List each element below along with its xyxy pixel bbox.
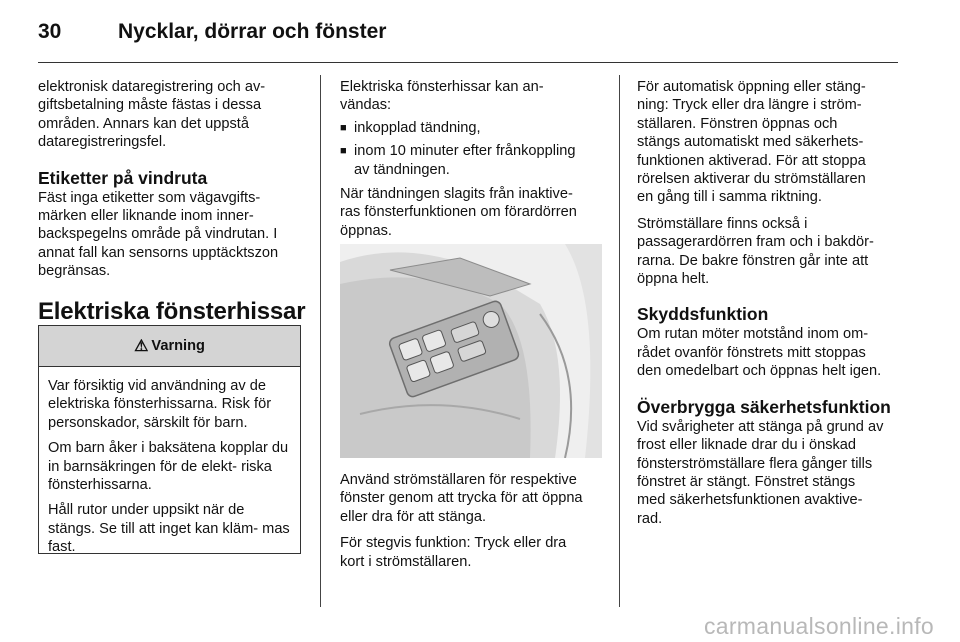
page-number: 30 <box>38 20 62 43</box>
text-line: rådet ovanför fönstrets mitt stoppas <box>637 344 866 361</box>
text-line: elektronisk dataregistrering och av- <box>38 79 266 95</box>
header-rule <box>38 62 898 63</box>
text-line: den omedelbart och öppnas helt igen. <box>637 363 882 380</box>
warning-para <box>48 439 292 494</box>
text-line: områden. Annars kan det uppstå <box>38 115 249 132</box>
col3-para2 <box>637 215 907 289</box>
text-line: För automatisk öppning eller stäng- <box>637 79 866 95</box>
text-line: öppna helt. <box>637 271 710 288</box>
column-3 <box>637 78 907 536</box>
watermark: carmanualsonline.info <box>703 613 934 639</box>
text-line: fönster genom att trycka för att öppna <box>340 490 583 507</box>
warning-para <box>48 501 292 556</box>
col3-para1 <box>637 78 907 207</box>
page-title: Nycklar, dörrar och fönster <box>118 20 387 43</box>
text-line: begränsas. <box>38 263 111 280</box>
text-line: du in barnsäkringen för de elekt- <box>48 440 289 475</box>
text-line: Elektriska fönsterhissar kan an- <box>340 79 544 95</box>
text-line: fönsterströmställare flera gånger tills <box>637 455 873 472</box>
column-divider-2 <box>619 75 620 607</box>
heading-skyddsfunktion: Skyddsfunktion <box>637 304 769 325</box>
text-line: funktionen aktiverad. För att stoppa <box>637 152 866 169</box>
text-line: en gång till i samma riktning. <box>637 189 822 206</box>
text-line: Om rutan möter motstånd inom om- <box>637 326 869 343</box>
text-line: av tändningen. <box>354 161 450 178</box>
column-1 <box>38 78 308 325</box>
text-line: rörelsen aktiverar du strömställaren <box>637 171 866 188</box>
text-line: backspegelns område på vindrutan. I <box>38 226 278 243</box>
text-line: ställaren. Fönstren öppnas och <box>637 115 838 132</box>
warning-para <box>48 377 292 432</box>
text-line: Strömställare finns också i <box>637 215 808 232</box>
text-line: inom 10 minuter efter frånkoppling <box>354 143 576 160</box>
col2-intro <box>340 78 610 115</box>
bullet-square-icon: ■ <box>340 145 347 158</box>
column-divider-1 <box>320 75 321 607</box>
text-line: passagerardörren fram och i bakdör- <box>637 234 874 251</box>
col1-intro <box>38 78 308 152</box>
text-line: ras fönsterfunktionen om förardörren <box>340 204 577 221</box>
text-line: giftsbetalning måste fästas i dessa <box>38 97 262 114</box>
col3-para3 <box>637 325 907 380</box>
text-line: öppnas. <box>340 222 392 239</box>
col2-para3 <box>340 534 610 571</box>
col3-para4 <box>637 418 907 528</box>
text-line: Fäst inga etiketter som vägavgifts- <box>38 189 261 206</box>
heading-etiketter: Etiketter på vindruta <box>38 167 208 188</box>
heading-overbrygga-sakerhetsfunktion: Överbrygga säkerhetsfunktion <box>637 396 891 417</box>
text-line: Håll rutor under uppsikt när de <box>48 502 245 519</box>
text-line: Var försiktig vid användning av de <box>48 378 266 394</box>
text-line: Vid svårigheter att stänga på grund av <box>637 418 884 435</box>
text-line: ning: Tryck eller dra längre i ström- <box>637 97 862 114</box>
text-line: inkopplad tändning, <box>354 119 481 136</box>
text-line: rad. <box>637 510 663 527</box>
column-2-lower <box>340 471 610 579</box>
col1-para1 <box>38 189 308 281</box>
text-line: För stegvis funktion: Tryck eller dra <box>340 535 567 552</box>
warning-box <box>38 325 301 554</box>
door-window-switch-illustration <box>340 244 602 458</box>
text-line: dataregistreringsfel. <box>38 134 167 151</box>
bullet-text <box>354 142 575 179</box>
col2-para2 <box>340 471 610 526</box>
text-line: elektriska fönsterhissarna. Risk <box>48 396 250 413</box>
text-line: När tändningen slagits från inaktive- <box>340 186 573 203</box>
text-line: rarna. De bakre fönstren går inte att <box>637 252 869 269</box>
warning-body <box>39 367 300 557</box>
list-item <box>340 119 610 137</box>
bullet-square-icon: ■ <box>340 121 347 134</box>
text-line: Använd strömställaren för respektive <box>340 472 577 488</box>
text-line: eller dra för att stänga. <box>340 508 487 525</box>
text-line: kort i strömställaren. <box>340 553 472 570</box>
text-line: med säkerhetsfunktionen avaktive- <box>637 492 863 509</box>
col2-para1 <box>340 185 610 240</box>
warning-triangle-icon: ⚠ <box>134 338 149 355</box>
text-line: för personskador, särskilt för barn. <box>48 396 272 431</box>
text-line: annat fall kan sensorns upptäcktszon <box>38 244 279 261</box>
text-line: frost eller liknade drar du i önskad <box>637 437 857 454</box>
text-line: vändas: <box>340 97 392 114</box>
warning-label: Varning <box>151 338 205 354</box>
heading-elektriska-fonsterhissar: Elektriska fönsterhissar <box>38 297 306 325</box>
text-line: stängs automatiskt med säkerhets- <box>637 134 864 151</box>
text-line: mas fast. <box>48 520 290 556</box>
text-line: Om barn åker i baksätena kopplar <box>48 440 268 457</box>
text-line: fönstret är stängt. Fönstret stängs <box>637 473 856 490</box>
text-line: riska fönsterhissarna. <box>48 458 272 494</box>
warning-header <box>39 326 300 367</box>
text-line: märken eller liknande inom inner- <box>38 208 254 225</box>
column-2 <box>340 78 610 248</box>
text-line: stängs. Se till att inget kan kläm- <box>48 520 259 537</box>
list-item <box>340 142 610 179</box>
bullet-text <box>354 119 481 137</box>
door-panel-drawing <box>340 244 602 458</box>
